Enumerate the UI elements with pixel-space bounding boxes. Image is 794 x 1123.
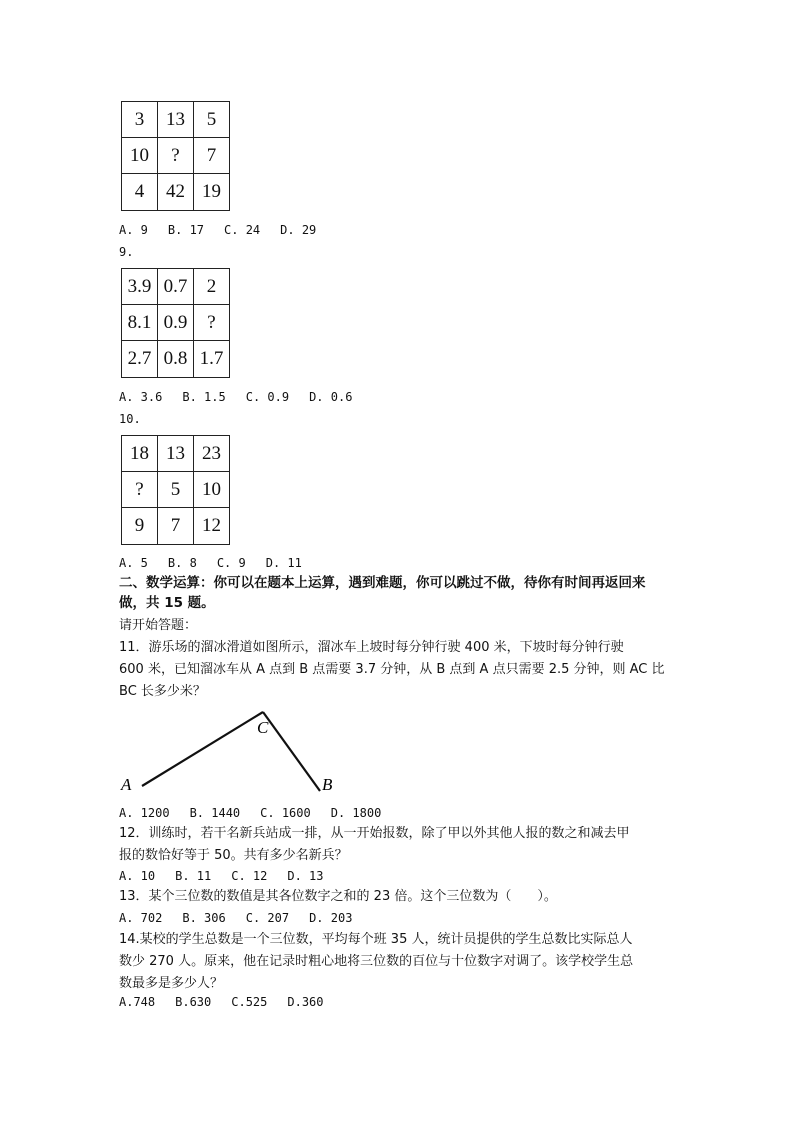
grid-cell: 10 bbox=[122, 138, 158, 174]
grid-cell: ? bbox=[194, 305, 230, 341]
option: B. 1440 bbox=[189, 806, 241, 820]
option: B. 1.5 bbox=[182, 390, 226, 404]
option: A. 10 bbox=[119, 869, 156, 883]
option: D. 29 bbox=[280, 223, 317, 237]
grid-cell: 9 bbox=[122, 508, 158, 545]
option: D. 0.6 bbox=[309, 390, 353, 404]
option: B. 306 bbox=[182, 911, 226, 925]
q11-line: BC 长多少米？ bbox=[119, 684, 206, 699]
q11-line: 11．游乐场的溜冰滑道如图所示，溜冰车上坡时每分钟行驶 400 米，下坡时每分钟行驶 bbox=[119, 640, 624, 655]
section-heading-line: 二、数学运算：你可以在题本上运算，遇到难题，你可以跳过不做，待你有时间再返回来 bbox=[119, 575, 646, 591]
grid-cell: 7 bbox=[158, 508, 194, 545]
grid-cell: 0.7 bbox=[158, 269, 194, 305]
option: B. 8 bbox=[167, 556, 197, 570]
q10-options bbox=[119, 556, 322, 570]
point-b-label: B bbox=[322, 775, 333, 794]
section-heading bbox=[119, 573, 679, 613]
q9-options bbox=[119, 390, 372, 404]
slope-ac bbox=[142, 712, 263, 786]
q12-text bbox=[119, 823, 679, 867]
q9-grid bbox=[121, 268, 230, 378]
grid-cell: 23 bbox=[194, 436, 230, 472]
q11-options bbox=[119, 806, 401, 820]
q10-number: 10. bbox=[119, 412, 141, 426]
grid-cell: 3 bbox=[122, 102, 158, 138]
grid-cell: 42 bbox=[158, 174, 194, 211]
option: D. 11 bbox=[265, 556, 302, 570]
grid-cell: 5 bbox=[158, 472, 194, 508]
option: C. 12 bbox=[231, 869, 268, 883]
option: A. 5 bbox=[119, 556, 148, 570]
q9-number: 9. bbox=[119, 245, 134, 259]
grid-cell: ? bbox=[122, 472, 158, 508]
slope-cb bbox=[263, 712, 320, 791]
q10-grid bbox=[121, 435, 230, 545]
option: B. 17 bbox=[167, 223, 205, 237]
q11-line: 600 米，已知溜冰车从 A 点到 B 点需要 3.7 分钟，从 B 点到 A 点只需要 2.5 分钟，则 AC 比 bbox=[119, 662, 665, 677]
grid-cell: 18 bbox=[122, 436, 158, 472]
option: C. 1600 bbox=[260, 806, 311, 820]
grid-cell: 2 bbox=[194, 269, 230, 305]
q11-text bbox=[119, 637, 679, 703]
slide-diagram bbox=[110, 700, 350, 800]
option: C. 0.9 bbox=[245, 390, 290, 404]
grid-cell: 12 bbox=[194, 508, 230, 545]
option: A. 9 bbox=[119, 223, 148, 237]
option: C. 9 bbox=[216, 556, 246, 570]
grid-cell: 0.8 bbox=[158, 341, 194, 378]
q13-text: 13．某个三位数的数值是其各位数字之和的 23 倍。这个三位数为（ ）。 bbox=[119, 889, 557, 904]
option: A. 1200 bbox=[119, 806, 170, 820]
grid-cell: 2.7 bbox=[122, 341, 158, 378]
q12-options bbox=[119, 869, 344, 883]
grid-cell: 3.9 bbox=[122, 269, 158, 305]
q12-line: 报的数恰好等于 50。共有多少名新兵？ bbox=[119, 848, 348, 863]
option: D. 13 bbox=[287, 869, 324, 883]
option: A. 702 bbox=[119, 911, 163, 925]
q8-options bbox=[119, 223, 336, 237]
grid-cell: 4 bbox=[122, 174, 158, 211]
option: A.748 bbox=[119, 995, 156, 1009]
grid-cell: 19 bbox=[194, 174, 230, 211]
grid-cell: 10 bbox=[194, 472, 230, 508]
q13-options bbox=[119, 911, 372, 925]
option: A. 3.6 bbox=[119, 390, 163, 404]
grid-cell: 13 bbox=[158, 102, 194, 138]
section-heading-line: 做，共 15 题。 bbox=[119, 595, 215, 611]
q12-line: 12．训练时，若干名新兵站成一排，从一开始报数，除了甲以外其他人报的数之和减去甲 bbox=[119, 826, 630, 841]
point-c-label: C bbox=[257, 718, 269, 737]
grid-cell: 0.9 bbox=[158, 305, 194, 341]
option: C. 24 bbox=[224, 223, 261, 237]
grid-cell: ? bbox=[158, 138, 194, 174]
start-prompt: 请开始答题： bbox=[119, 618, 198, 633]
option: C.525 bbox=[231, 995, 268, 1009]
grid-cell: 1.7 bbox=[194, 341, 230, 378]
q14-line: 数最多是多少人？ bbox=[119, 976, 224, 991]
option: D.360 bbox=[287, 995, 324, 1009]
q14-line: 14.某校的学生总数是一个三位数，平均每个班 35 人，统计员提供的学生总数比实际总人 bbox=[119, 932, 633, 947]
q8-grid bbox=[121, 101, 230, 211]
grid-cell: 8.1 bbox=[122, 305, 158, 341]
grid-cell: 5 bbox=[194, 102, 230, 138]
q14-options bbox=[119, 995, 344, 1009]
grid-cell: 13 bbox=[158, 436, 194, 472]
option: D. 1800 bbox=[330, 806, 382, 820]
grid-cell: 7 bbox=[194, 138, 230, 174]
q14-line: 数少 270 人。原来，他在记录时粗心地将三位数的百位与十位数字对调了。该学校学生总 bbox=[119, 954, 634, 969]
option: D. 203 bbox=[309, 911, 353, 925]
option: C. 207 bbox=[245, 911, 290, 925]
option: B.630 bbox=[175, 995, 212, 1009]
option: B. 11 bbox=[175, 869, 212, 883]
q14-text bbox=[119, 929, 679, 995]
point-a-label: A bbox=[121, 775, 132, 794]
